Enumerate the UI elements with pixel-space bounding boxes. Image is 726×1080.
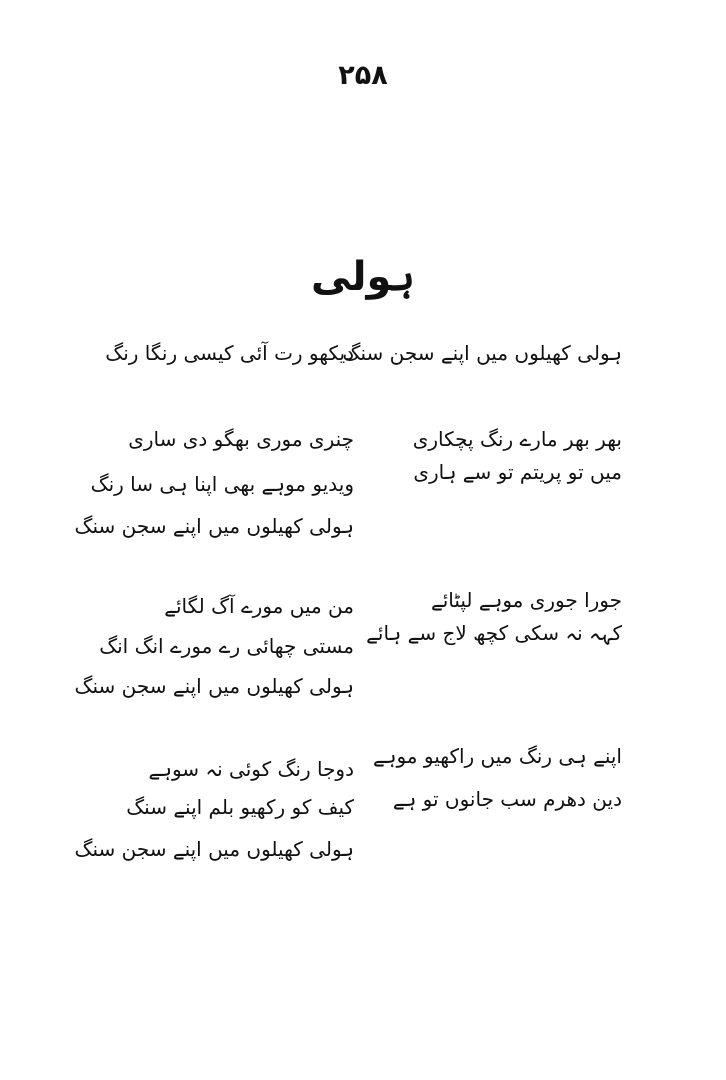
verse-line: من میں مورے آگ لگائے bbox=[164, 594, 354, 618]
verse-line: ہولی کھیلوں میں اپنے سجن سنگ bbox=[74, 837, 354, 861]
verse-line: دوجا رنگ کوئی نہ سوہے bbox=[148, 757, 354, 781]
poem-title: ہولی bbox=[310, 254, 415, 300]
verse-line: اپنے ہی رنگ میں راکھیو موہے bbox=[373, 744, 622, 768]
verse-line: ہولی کھیلوں میں اپنے سجن سنگ bbox=[342, 341, 622, 365]
verse-line: چنری موری بھگو دی ساری bbox=[128, 427, 354, 451]
verse-line: کیف کو رکھیو بلم اپنے سنگ bbox=[126, 795, 354, 819]
verse-line: ویدیو موہے بھی اپنا ہی سا رنگ bbox=[90, 472, 354, 496]
verse-line: دیکھو رت آئی کیسی رنگا رنگ bbox=[105, 341, 354, 365]
verse-line: ہولی کھیلوں میں اپنے سجن سنگ bbox=[74, 674, 354, 698]
verse-line: جورا جوری موہے لپٹائے bbox=[430, 588, 622, 612]
page-number: ۲۵۸ bbox=[338, 60, 388, 91]
verse-line: ہولی کھیلوں میں اپنے سجن سنگ bbox=[74, 514, 354, 538]
verse-line: بھر بھر مارے رنگ پچکاری bbox=[412, 427, 622, 451]
verse-line: دین دھرم سب جانوں تو ہے bbox=[392, 787, 622, 811]
verse-line: میں تو پریتم تو سے ہاری bbox=[413, 460, 622, 484]
verse-line: کہہ نہ سکی کچھ لاج سے ہائے bbox=[366, 621, 622, 645]
verse-line: مستی چھائی رے مورے انگ انگ bbox=[99, 634, 354, 658]
